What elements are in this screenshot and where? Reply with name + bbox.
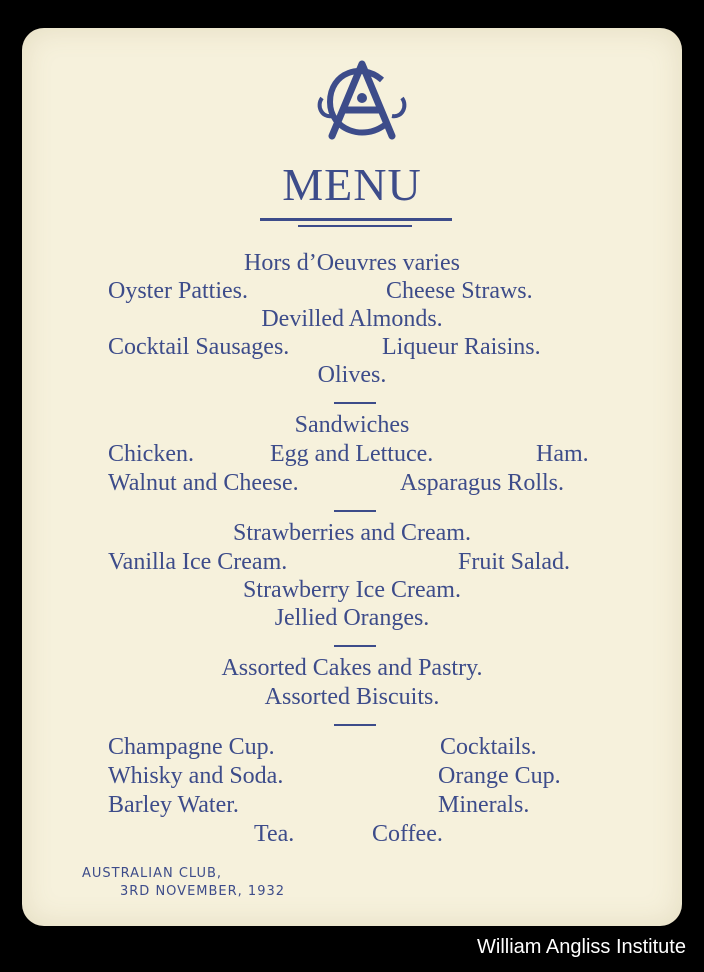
menu-line: Devilled Almonds. — [261, 306, 443, 332]
menu-line: Tea. Coffee. — [254, 821, 443, 847]
credit-caption: William Angliss Institute — [477, 936, 686, 958]
menu-line: Chicken. Egg and Lettuce. Ham. — [108, 441, 589, 467]
section-separator — [334, 645, 376, 647]
menu-line: Strawberries and Cream. — [233, 520, 471, 546]
menu-card — [22, 28, 682, 926]
menu-line: Cocktail Sausages. Liqueur Raisins. — [108, 334, 541, 360]
section-separator — [334, 402, 376, 404]
menu-line: Hors d’Oeuvres varies — [244, 250, 460, 276]
menu-line: Jellied Oranges. — [274, 605, 430, 631]
menu-line: Barley Water. Minerals. — [108, 792, 530, 818]
menu-line: Vanilla Ice Cream. Fruit Salad. — [108, 549, 570, 575]
ac-monogram-icon — [312, 58, 412, 148]
menu-line: Walnut and Cheese. Asparagus Rolls. — [108, 470, 564, 496]
menu-line: Sandwiches — [294, 412, 410, 438]
menu-line: Olives. — [317, 362, 387, 388]
menu-line: Assorted Biscuits. — [264, 684, 440, 710]
menu-line: Whisky and Soda. Orange Cup. — [108, 763, 561, 789]
title-rule-bottom — [298, 225, 412, 227]
section-separator — [334, 510, 376, 512]
title-rule-top — [260, 218, 452, 221]
menu-line: Oyster Patties. Cheese Straws. — [108, 278, 533, 304]
section-separator — [334, 724, 376, 726]
footer-date: 3RD NOVEMBER, 1932 — [120, 884, 286, 899]
footer-club: AUSTRALIAN CLUB, — [82, 866, 223, 881]
menu-line: Champagne Cup. Cocktails. — [108, 734, 537, 760]
menu-line: Strawberry Ice Cream. — [243, 577, 461, 603]
menu-line: Assorted Cakes and Pastry. — [221, 655, 483, 681]
menu-title: MENU — [282, 159, 422, 210]
